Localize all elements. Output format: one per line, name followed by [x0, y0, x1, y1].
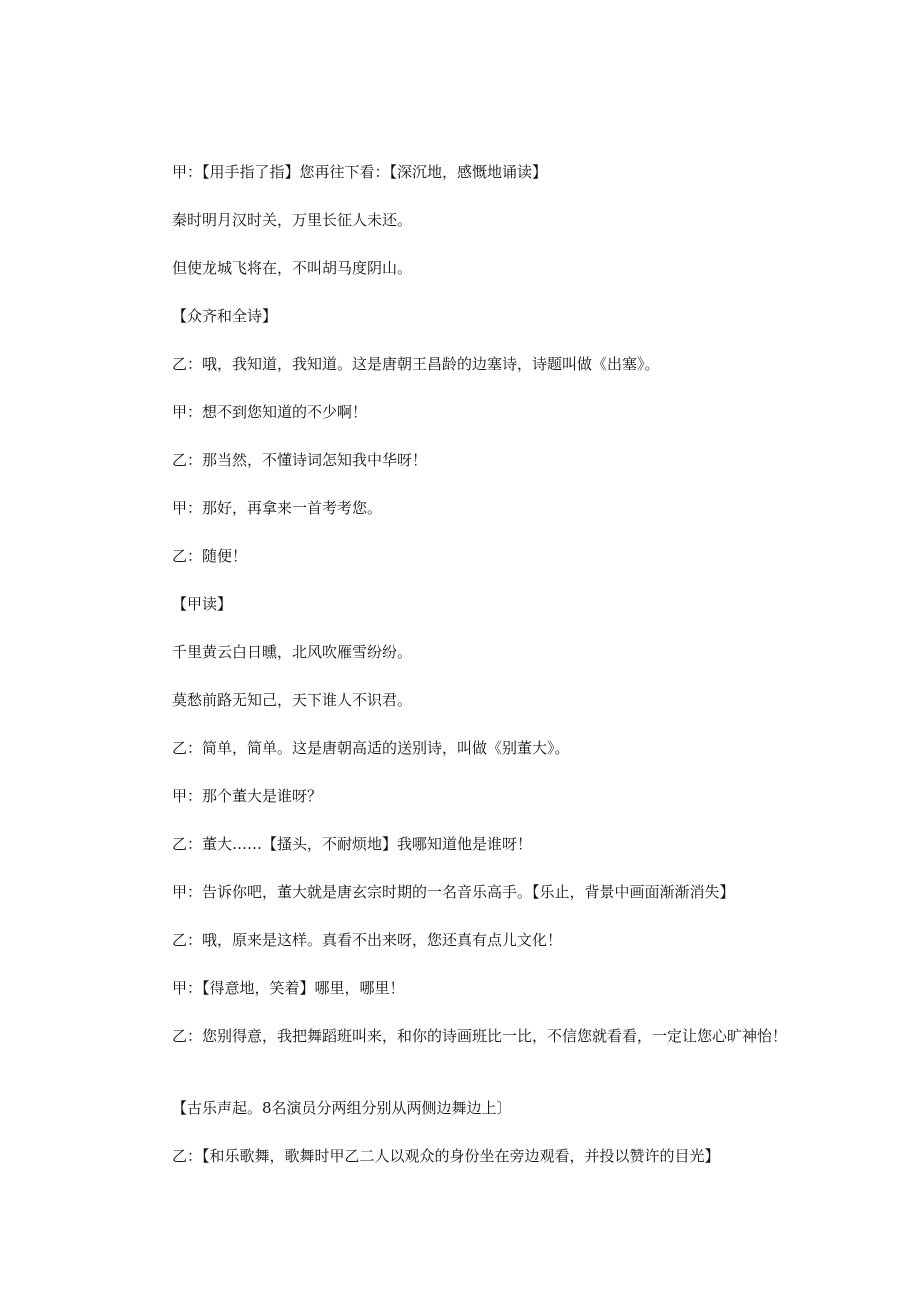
paragraph-16	[140, 880, 820, 904]
line-text: 乙：随便！	[172, 547, 248, 565]
paragraph-7	[140, 448, 820, 472]
paragraph-11	[140, 640, 820, 664]
paragraph-15	[140, 832, 820, 856]
paragraph-17	[140, 928, 820, 952]
paragraph-8	[140, 496, 820, 520]
line-text: 莫愁前路无知己，天下谁人不识君。	[172, 691, 413, 709]
line-text: 【甲读】	[172, 595, 233, 613]
line-text: 【众齐和全诗】	[172, 307, 278, 325]
line-text: 乙：哦，我知道，我知道。这是唐朝王昌龄的边塞诗，诗题叫做《出塞》。	[172, 355, 660, 373]
paragraph-3	[140, 256, 820, 280]
paragraph-20	[140, 1096, 820, 1120]
paragraph-21	[140, 1144, 820, 1168]
line-text: 甲：那个董大是谁呀？	[172, 787, 323, 805]
line-text: 【古乐声起。8名演员分两组分别从两侧边舞边上〕	[172, 1099, 512, 1117]
line-text: 但使龙城飞将在，不叫胡马度阴山。	[172, 259, 413, 277]
line-text: 乙：【和乐歌舞，歌舞时甲乙二人以观众的身份坐在旁边观看，并投以赞许的目光】	[172, 1147, 720, 1165]
line-text: 甲：那好，再拿来一首考考您。	[172, 499, 383, 517]
paragraph-5	[140, 352, 820, 376]
paragraph-12	[140, 688, 820, 712]
line-text: 甲：【得意地，笑着】哪里，哪里！	[172, 979, 405, 997]
paragraph-19	[140, 1024, 820, 1048]
paragraph-9	[140, 544, 820, 568]
paragraph-2	[140, 208, 820, 232]
line-text: 乙：董大……【搔头，不耐烦地】我哪知道他是谁呀！	[172, 835, 533, 853]
line-text: 秦时明月汉时关，万里长征人未还。	[172, 211, 413, 229]
paragraph-18	[140, 976, 820, 1000]
paragraph-14	[140, 784, 820, 808]
paragraph-4	[140, 304, 820, 328]
line-text: 甲：想不到您知道的不少啊！	[172, 403, 368, 421]
line-text: 乙：简单，简单。这是唐朝高适的送别诗，叫做《别董大》。	[172, 739, 570, 757]
paragraph-13	[140, 736, 820, 760]
line-text: 千里黄云白日曛，北风吹雁雪纷纷。	[172, 643, 413, 661]
paragraph-6	[140, 400, 820, 424]
paragraph-10	[140, 592, 820, 616]
line-text: 甲：告诉你吧，董大就是唐玄宗时期的一名音乐高手。【乐止，背景中画面渐渐消失】	[172, 883, 735, 901]
line-text: 乙：哦，原来是这样。真看不出来呀，您还真有点儿文化！	[172, 931, 563, 949]
line-text: 乙：那当然，不懂诗词怎知我中华呀！	[172, 451, 428, 469]
line-text: 甲：【用手指了指】您再往下看：【深沉地，感慨地诵读】	[172, 163, 548, 181]
line-text: 乙：您别得意，我把舞蹈班叫来，和你的诗画班比一比，不信您就看看，一定让您心旷神怡！	[172, 1027, 788, 1045]
paragraph-1	[140, 160, 820, 184]
